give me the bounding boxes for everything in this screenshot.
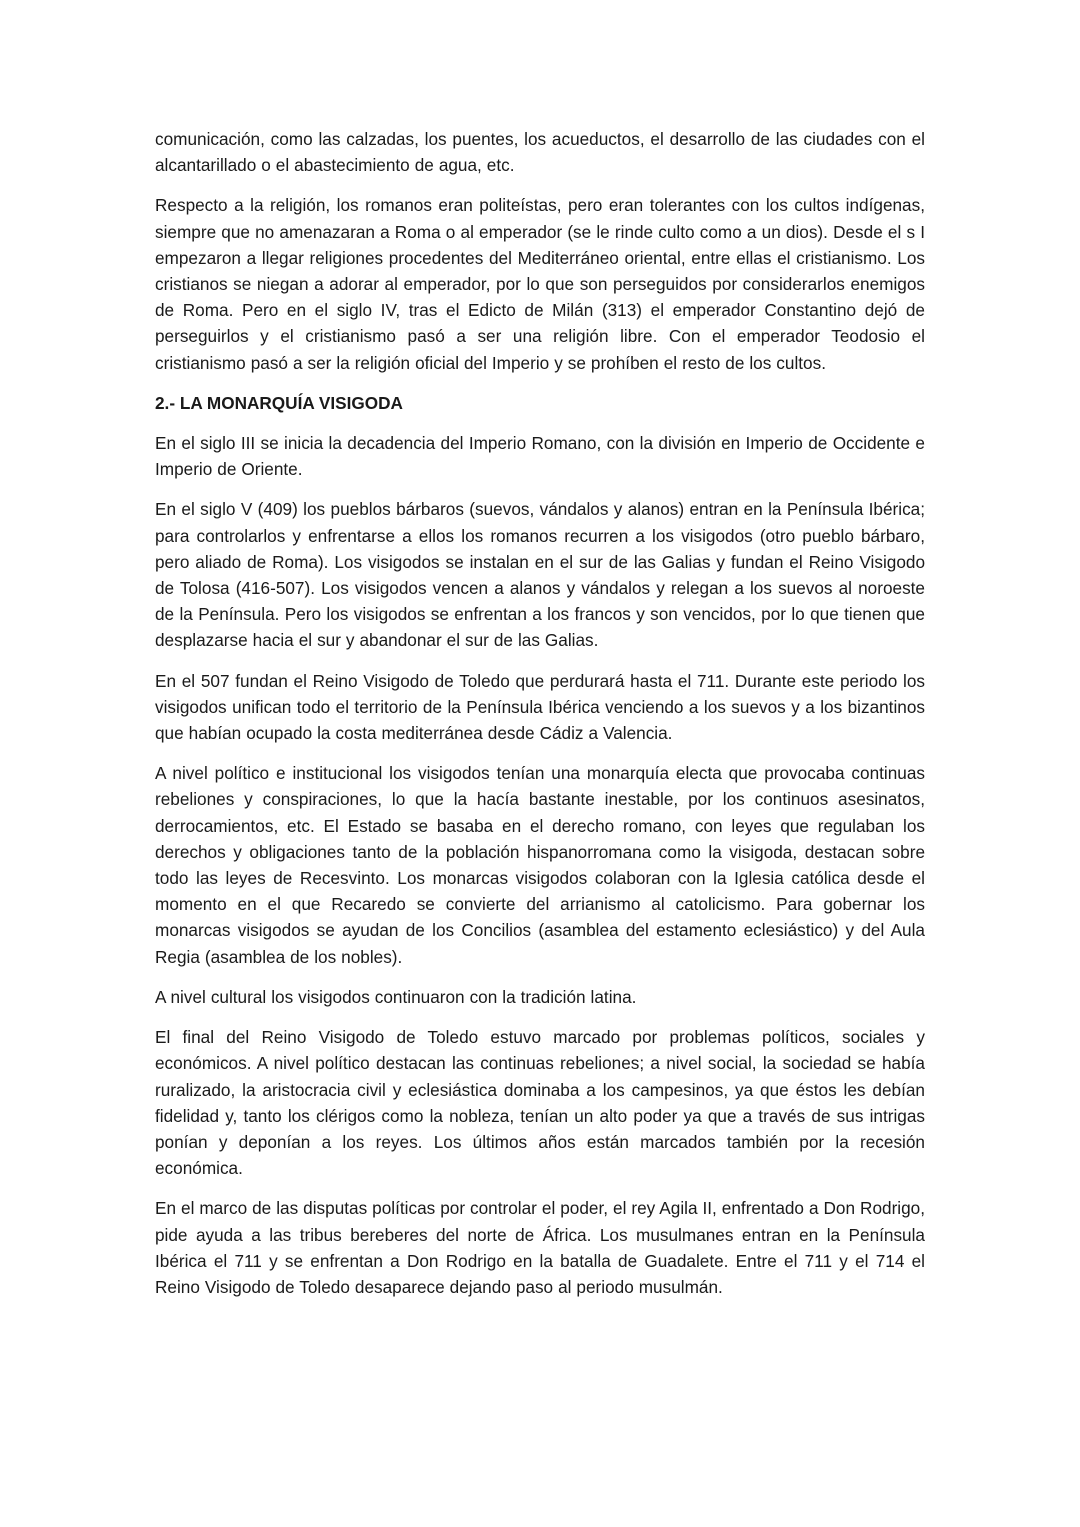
paragraph-infrastructure: comunicación, como las calzadas, los puentes, los acueductos, el desarrollo de las ciudades con el alcantarillado o el abastecimiento de agua, etc. [155, 129, 925, 176]
paragraph-empire-decline: En el siglo III se inicia la decadencia del Imperio Romano, con la división en Imperio de Occidente e Imperio de Oriente. [155, 433, 925, 480]
paragraph-muslim-arrival: En el marco de las disputas políticas por controlar el poder, el rey Agila II, enfrentado a Don Rodrigo, pide ayuda a las tribus bereberes del norte de África. Los musulmanes entran en la Península Ibérica el 711 y se enfrentan a Don Rodrigo en la batalla de Guadalete. Entre el 711 y el 714 el Reino Visigodo de Toledo desaparece dejando paso al periodo musulmán. [155, 1198, 925, 1297]
paragraph-kingdom-toledo: En el 507 fundan el Reino Visigodo de Toledo que perdurará hasta el 711. Durante este periodo los visigodos unifican todo el territorio de la Península Ibérica venciendo a los suevos y a los bizantinos que habían ocupado la costa mediterránea desde Cádiz a Valencia. [155, 670, 925, 744]
paragraph-political-institutional: A nivel político e institucional los visigodos tenían una monarquía electa que provocaba continuas rebeliones y conspiraciones, lo que la hacía bastante inestable, por los continuos asesinatos, derrocamientos, etc. El Estado se basaba en el derecho romano, con leyes que regulaban los derechos y obligaciones tanto de la población hispanorromana como la visigoda, destacan sobre todo las leyes de Recesvinto. Los monarcas visigodos colaboran con la Iglesia católica desde el momento en el que Recaredo se convierte del arrianismo al catolicismo. Para gobernar los monarcas visigodos se ayudan de los Concilios (asamblea del estamento eclesiástico) y del Aula Regia (asamblea de los nobles). [155, 763, 925, 967]
paragraph-roman-religion: Respecto a la religión, los romanos eran politeístas, pero eran tolerantes con los cultos indígenas, siempre que no amenazaran a Roma o al emperador (se le rinde culto como a un dios). Desde el s I empezaron a llegar religiones procedentes del Mediterráneo oriental, entre ellas el cristianismo. Los cristianos se niegan a adorar al emperador, por lo que son perseguidos por considerarlos enemigos de Roma. Pero en el siglo IV, tras el Edicto de Milán (313) el emperador Constantino dejó de perseguirlos y el cristianismo pasó a ser una religión libre. Con el emperador Teodosio el cristianismo pasó a ser la religión oficial del Imperio y se prohíben el resto de los cultos. [155, 195, 925, 373]
paragraph-kingdom-end: El final del Reino Visigodo de Toledo estuvo marcado por problemas políticos, sociales y económicos. A nivel político destacan las continuas rebeliones; a nivel social, la sociedad se había ruralizado, la aristocracia civil y eclesiástica dominaba a los campesinos, ya que éstos les debían fidelidad y, tanto los clérigos como la nobleza, tenían un alto poder ya que a través de sus intrigas ponían y deponían a los reyes. Los últimos años están marcados también por la recesión económica. [155, 1027, 925, 1179]
section-heading: 2.- LA MONARQUÍA VISIGODA [155, 392, 403, 413]
paragraph-barbarian-peoples: En el siglo V (409) los pueblos bárbaros (suevos, vándalos y alanos) entran en la Península Ibérica; para controlarlos y enfrentarse a ellos los romanos recurren a los visigodos (otro pueblo bárbaro, pero aliado de Roma). Los visigodos se instalan en el sur de las Galias y fundan el Reino Visigodo de Tolosa (416-507). Los visigodos vencen a alanos y vándalos y relegan a los suevos al noroeste de la Península. Pero los visigodos se enfrentan a los francos y son vencidos, por lo que tienen que desplazarse hacia el sur y abandonar el sur de las Galias. [155, 499, 925, 651]
document-page [155, 126, 925, 1314]
paragraph-cultural: A nivel cultural los visigodos continuaron con la tradición latina. [155, 986, 637, 1007]
